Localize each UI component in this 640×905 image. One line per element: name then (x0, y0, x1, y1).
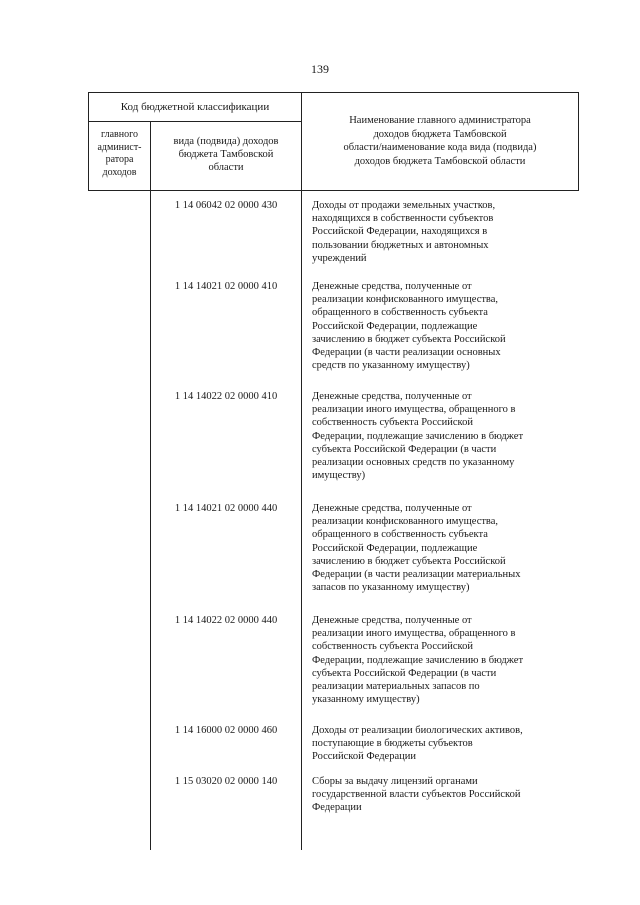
column-divider-left (150, 190, 151, 850)
row-name: Денежные средства, полученные от реализации иного имущества, обращенного в собственность субъекта Российской Федерации, подлежащие зачислению в бюджет субъекта Российской Федерации (в части реализации основных средств по указанному имуществу) (312, 391, 524, 482)
row-code: 1 14 14022 02 0000 440 (174, 615, 278, 626)
header-col-code: вида (подвида) доходов бюджета Тамбовской области (173, 136, 279, 173)
row-name: Доходы от продажи земельных участков, находящихся в собственности субъектов Российской Федерации, находящихся в пользовании бюджетных и автономных учреждений (312, 200, 496, 264)
row-name: Денежные средства, полученные от реализации конфискованного имущества, обращенного в собственность субъекта Российской Федерации, подлежащие зачислению в бюджет субъекта Российской Федерации (в части реализации основных средств по указанному имуществу) (312, 281, 506, 372)
row-code: 1 14 14022 02 0000 410 (174, 391, 278, 402)
row-name: Денежные средства, полученные от реализации конфискованного имущества, обращенного в собственность субъекта Российской Федерации, подлежащие зачислению в бюджет субъекта Российской Федерации (в части реализации материальных запасов по указанному имуществу) (312, 503, 521, 594)
row-name: Денежные средства, полученные от реализации иного имущества, обращенного в собственность субъекта Российской Федерации, подлежащие зачислению в бюджет субъекта Российской Федерации (в части реализации материальных запасов по указанному имуществу) (312, 615, 524, 706)
row-code: 1 14 14021 02 0000 410 (174, 281, 278, 292)
header-col-admin: главного админист- ратора доходов (97, 129, 142, 178)
row-code: 1 14 14021 02 0000 440 (174, 503, 278, 514)
row-name: Доходы от реализации биологических активов, поступающие в бюджеты субъектов Российской Федерации (312, 725, 523, 763)
page-number: 139 (311, 62, 329, 76)
header-col-name: Наименование главного администратора доходов бюджета Тамбовской области/наименование кода вида (подвида) доходов бюджета Тамбовской области (343, 115, 537, 167)
row-code: 1 15 03020 02 0000 140 (174, 776, 278, 787)
row-name: Сборы за выдачу лицензий органами государственной власти субъектов Российской Федерации (312, 776, 521, 814)
header-group-title: Код бюджетной классификации (120, 101, 270, 113)
row-code: 1 14 16000 02 0000 460 (174, 725, 278, 736)
row-code: 1 14 06042 02 0000 430 (174, 200, 278, 211)
column-divider-right (301, 190, 302, 850)
